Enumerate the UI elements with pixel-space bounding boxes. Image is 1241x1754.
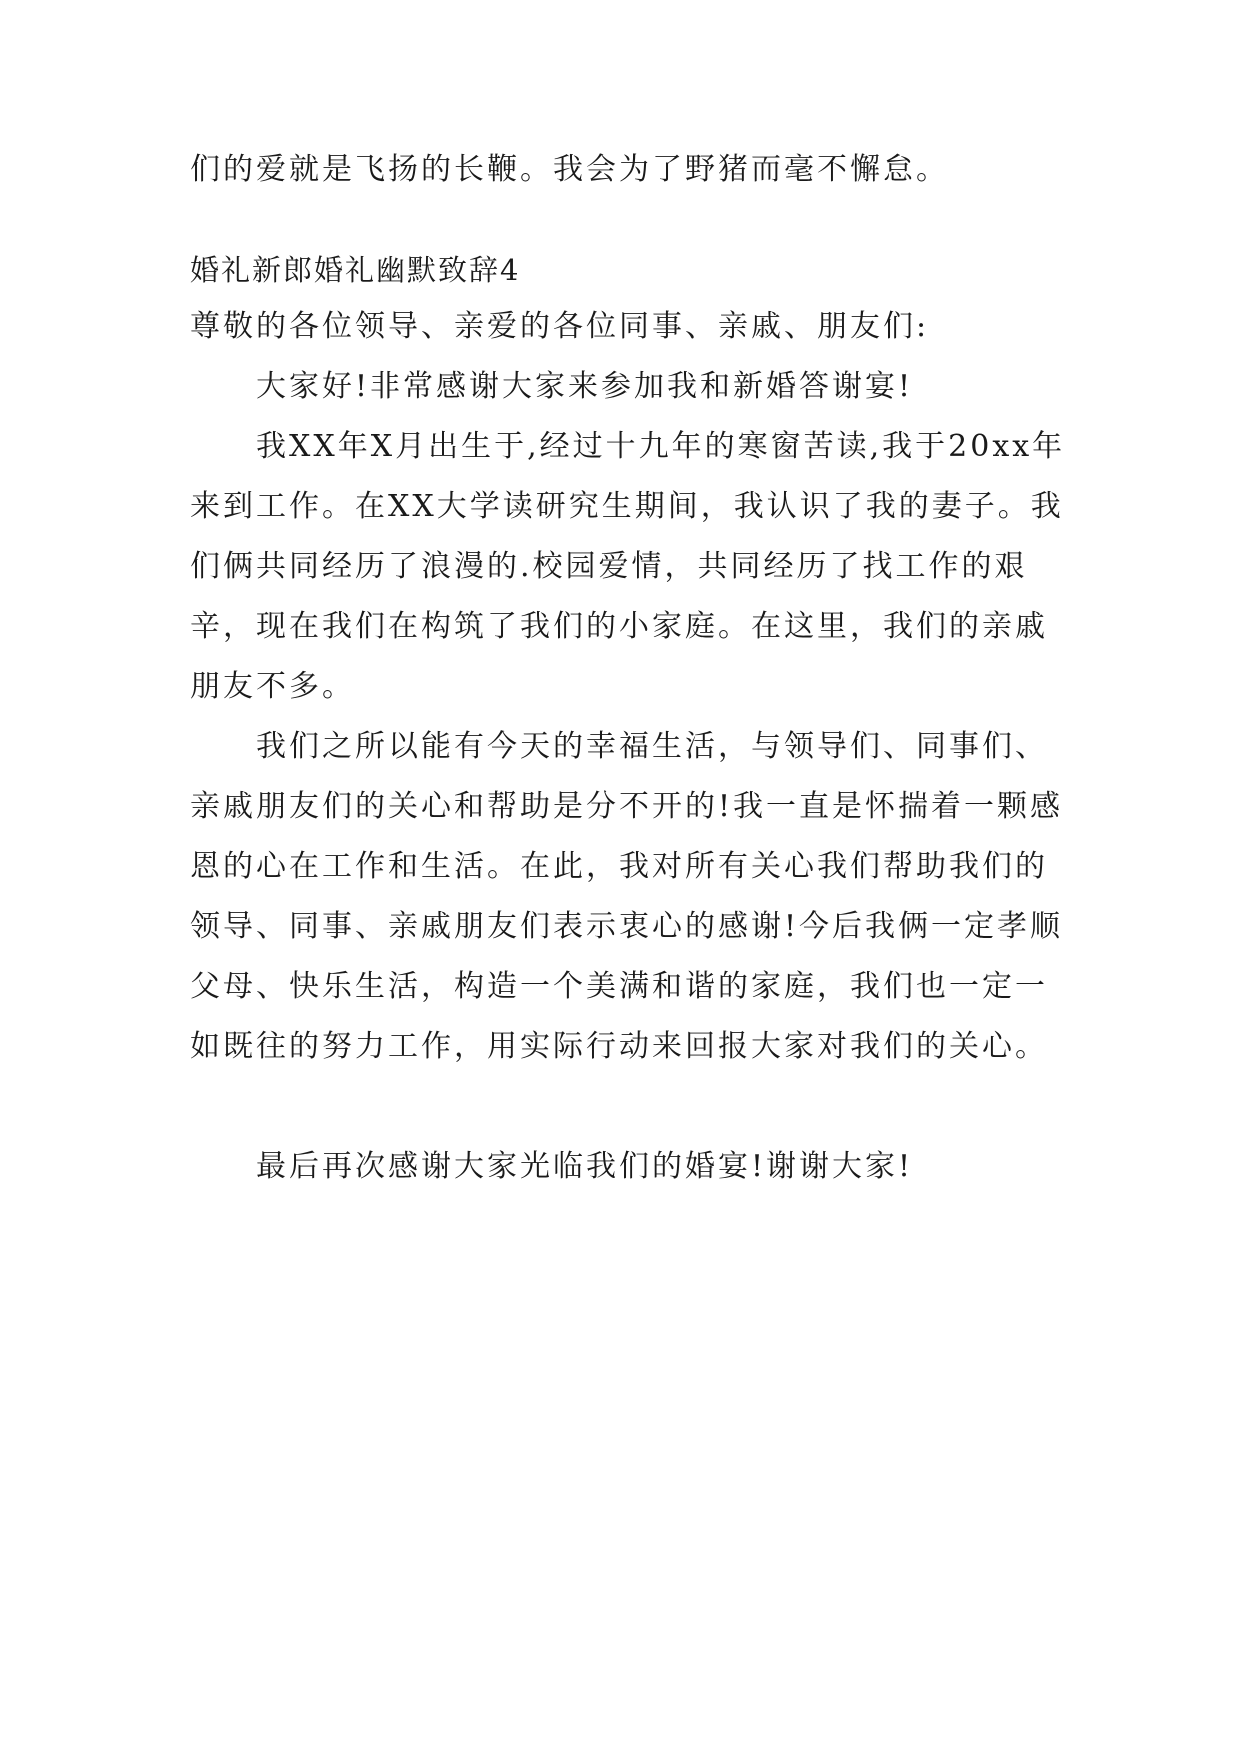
paragraph-closing: 最后再次感谢大家光临我们的婚宴!谢谢大家! [256, 1149, 914, 1184]
continuation-text: 们的爱就是飞扬的长鞭。我会为了野猪而毫不懈怠。 [190, 152, 949, 187]
paragraph-thanks: 我们之所以能有今天的幸福生活，与领导们、同事们、亲戚朋友们的关心和帮助是分不开的!我一直是怀揣着一颗感恩的心在工作和生活。在此，我对所有关心我们帮助我们的领导、同事、亲戚朋友们表示衷心的感谢!今后我俩一定孝顺父母、快乐生活，构造一个美满和谐的家庭，我们也一定一如既往的努力工作，用实际行动来回报大家对我们的关心。 [190, 729, 1064, 1064]
paragraph-greeting: 大家好!非常感谢大家来参加我和新婚答谢宴! [256, 369, 914, 404]
paragraph-background: 我XX年X月出生于,经过十九年的寒窗苦读,我于20xx年来到工作。在XX大学读研究生期间，我认识了我的妻子。我们俩共同经历了浪漫的.校园爱情，共同经历了找工作的艰辛，现在我们在构筑了我们的小家庭。在这里，我们的亲戚朋友不多。 [190, 429, 1066, 704]
salutation: 尊敬的各位领导、亲爱的各位同事、亲戚、朋友们: [190, 309, 930, 344]
section-title: 婚礼新郎婚礼幽默致辞4 [190, 253, 521, 287]
